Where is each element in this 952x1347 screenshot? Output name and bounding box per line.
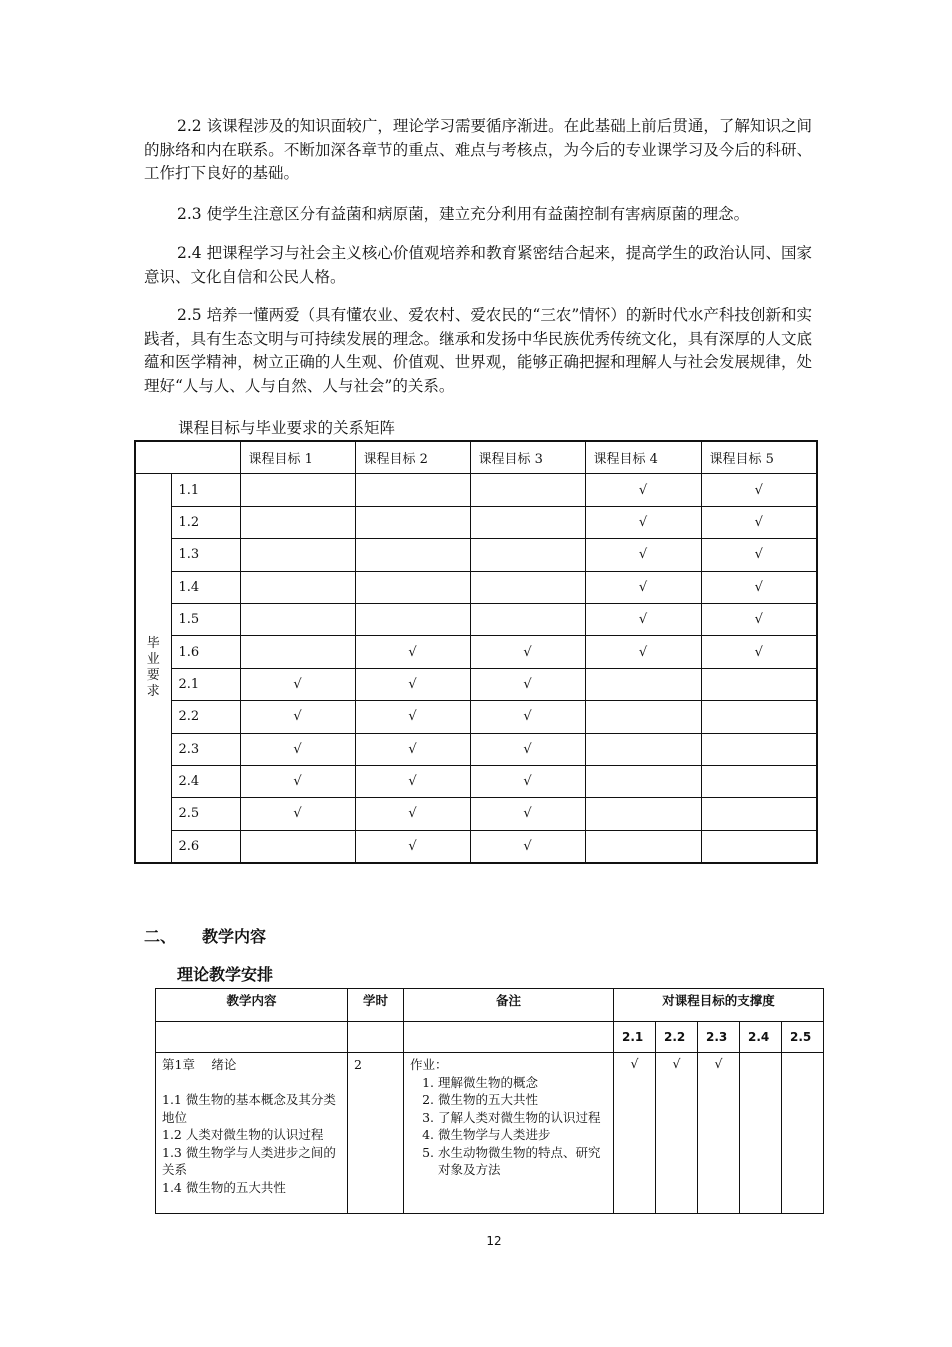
matrix-check-cell: √ [585,539,701,571]
matrix-check-cell [470,571,585,603]
matrix-row-label: 2.6 [171,830,240,863]
matrix-header-cell: 课程目标 2 [355,441,470,474]
matrix-check-cell [701,701,817,733]
matrix-row [135,474,817,506]
matrix-check-cell: √ [355,668,470,700]
empty-cell [348,1022,404,1053]
matrix-row [135,830,817,863]
matrix-row [135,668,817,700]
matrix-check-cell [701,798,817,830]
matrix-check-cell [585,701,701,733]
matrix-check-cell: √ [240,765,355,797]
matrix-row-label: 1.6 [171,636,240,668]
matrix-check-cell [701,765,817,797]
notes-item: 3. 了解人类对微生物的认识过程 [438,1109,607,1127]
matrix-row [135,798,817,830]
support-check-cell: √ [614,1053,656,1214]
matrix-check-cell: √ [240,701,355,733]
matrix-check-cell: √ [701,571,817,603]
paragraph-2-2: 2.2 该课程涉及的知识面较广，理论学习需要循序渐进。在此基础上前后贯通，了解知识之间的脉络和内在联系。不断加深各章节的重点、难点与考核点，为今后的专业课学习及今后的科研、工作打下良好的基础。 [144,117,812,183]
empty-cell [156,1022,348,1053]
content-line: 1.2 人类对微生物的认识过程 [162,1127,324,1142]
objectives-matrix-table [134,440,818,864]
matrix-check-cell [470,539,585,571]
hours-cell: 2 [348,1053,404,1214]
support-check-cell: √ [698,1053,740,1214]
matrix-check-cell: √ [355,765,470,797]
matrix-row-label: 2.2 [171,701,240,733]
matrix-row-label: 1.2 [171,506,240,538]
matrix-row-label: 2.1 [171,668,240,700]
matrix-check-cell [585,765,701,797]
matrix-row [135,733,817,765]
matrix-check-cell [701,668,817,700]
matrix-check-cell [585,830,701,863]
theory-row [156,1053,824,1214]
support-col-header: 2.2 [656,1022,698,1053]
matrix-row [135,571,817,603]
header-notes: 备注 [404,989,614,1022]
matrix-check-cell: √ [470,733,585,765]
matrix-header-row [135,441,817,474]
matrix-header-cell: 课程目标 3 [470,441,585,474]
matrix-check-cell: √ [701,603,817,635]
support-check-cell [782,1053,824,1214]
side-label-text: 毕业要求 [146,636,160,700]
matrix-check-cell: √ [585,636,701,668]
content-line: 1.1 微生物的基本概念及其分类地位 [162,1092,336,1125]
notes-title: 作业： [410,1057,448,1072]
matrix-side-label [135,474,171,863]
matrix-check-cell: √ [355,636,470,668]
matrix-check-cell: √ [355,733,470,765]
matrix-row-label: 1.3 [171,539,240,571]
notes-cell [404,1053,614,1214]
matrix-check-cell [240,636,355,668]
section-heading [144,924,266,947]
matrix-check-cell [470,603,585,635]
support-col-header: 2.3 [698,1022,740,1053]
page-number: 12 [486,1234,502,1248]
notes-item: 1. 理解微生物的概念 [438,1074,607,1092]
theory-subheader-row [156,1022,824,1053]
matrix-row [135,636,817,668]
matrix-check-cell [240,474,355,506]
matrix-check-cell: √ [585,506,701,538]
matrix-check-cell: √ [470,765,585,797]
section-title: 教学内容 [202,927,267,946]
matrix-check-cell: √ [240,668,355,700]
matrix-header-cell: 课程目标 5 [701,441,817,474]
header-content: 教学内容 [156,989,348,1022]
matrix-check-cell: √ [701,539,817,571]
matrix-row [135,603,817,635]
matrix-check-cell: √ [470,798,585,830]
matrix-check-cell [240,603,355,635]
matrix-check-cell: √ [240,733,355,765]
matrix-check-cell: √ [355,798,470,830]
notes-item: 2. 微生物的五大共性 [438,1091,607,1109]
matrix-corner-cell [135,441,240,474]
content-cell [156,1053,348,1214]
matrix-check-cell: √ [701,474,817,506]
matrix-check-cell: √ [470,701,585,733]
paragraph-2-5: 2.5 培养一懂两爱（具有懂农业、爱农村、爱农民的“三农”情怀）的新时代水产科技创新和实践者，具有生态文明与可持续发展的理念。继承和发扬中华民族优秀传统文化，具有深厚的人文底蕴和医学精神，树立正确的人生观、价值观、世界观，能够正确把握和理解人与社会发展规律，处理好“人与人、人与自然、人与社会”的关系。 [144,306,812,395]
support-check-cell [740,1053,782,1214]
theory-schedule-table [155,988,824,1214]
matrix-header-cell: 课程目标 4 [585,441,701,474]
notes-item: 5. 水生动物微生物的特点、研究对象及方法 [438,1144,607,1179]
matrix-row [135,539,817,571]
matrix-check-cell [585,798,701,830]
matrix-row-label: 2.3 [171,733,240,765]
matrix-check-cell [585,668,701,700]
matrix-row [135,506,817,538]
matrix-check-cell [240,571,355,603]
matrix-check-cell [585,733,701,765]
matrix-check-cell: √ [470,830,585,863]
support-col-header: 2.4 [740,1022,782,1053]
matrix-check-cell [240,830,355,863]
theory-header-row [156,989,824,1022]
matrix-check-cell [240,506,355,538]
matrix-row-label: 2.5 [171,798,240,830]
empty-cell [404,1022,614,1053]
matrix-check-cell [355,571,470,603]
content-line [162,1074,341,1092]
support-col-header: 2.1 [614,1022,656,1053]
subsection-heading: 理论教学安排 [177,965,274,984]
matrix-check-cell: √ [585,603,701,635]
matrix-row-label: 1.4 [171,571,240,603]
support-check-cell: √ [656,1053,698,1214]
paragraph-2-3: 2.3 使学生注意区分有益菌和病原菌，建立充分利用有益菌控制有害病原菌的理念。 [177,205,750,223]
matrix-row-label: 2.4 [171,765,240,797]
matrix-check-cell: √ [355,701,470,733]
matrix-check-cell [355,474,470,506]
matrix-caption: 课程目标与毕业要求的关系矩阵 [178,419,396,437]
notes-list [410,1074,607,1179]
matrix-check-cell: √ [701,506,817,538]
matrix-check-cell [701,830,817,863]
matrix-check-cell: √ [701,636,817,668]
matrix-check-cell: √ [585,474,701,506]
matrix-check-cell [355,506,470,538]
matrix-check-cell [470,506,585,538]
notes-item: 4. 微生物学与人类进步 [438,1126,607,1144]
content-line: 1.4 微生物的五大共性 [162,1179,286,1195]
matrix-check-cell [355,539,470,571]
support-col-header: 2.5 [782,1022,824,1053]
matrix-check-cell: √ [470,636,585,668]
matrix-check-cell [240,539,355,571]
matrix-row [135,701,817,733]
matrix-row-label: 1.1 [171,474,240,506]
matrix-header-cell: 课程目标 1 [240,441,355,474]
content-line: 1.3 微生物学与人类进步之间的关系 [162,1144,336,1177]
header-support: 对课程目标的支撑度 [614,989,824,1022]
matrix-row [135,765,817,797]
paragraph-2-4: 2.4 把课程学习与社会主义核心价值观培养和教育紧密结合起来，提高学生的政治认同、国家意识、文化自信和公民人格。 [144,244,812,286]
matrix-check-cell: √ [240,798,355,830]
matrix-check-cell [470,474,585,506]
matrix-check-cell: √ [355,830,470,863]
content-line: 第1章 绪论 [162,1057,237,1072]
matrix-check-cell [701,733,817,765]
section-number: 二、 [144,927,177,946]
matrix-check-cell: √ [470,668,585,700]
header-hours: 学时 [348,989,404,1022]
matrix-check-cell [355,603,470,635]
matrix-row-label: 1.5 [171,603,240,635]
matrix-check-cell: √ [585,571,701,603]
